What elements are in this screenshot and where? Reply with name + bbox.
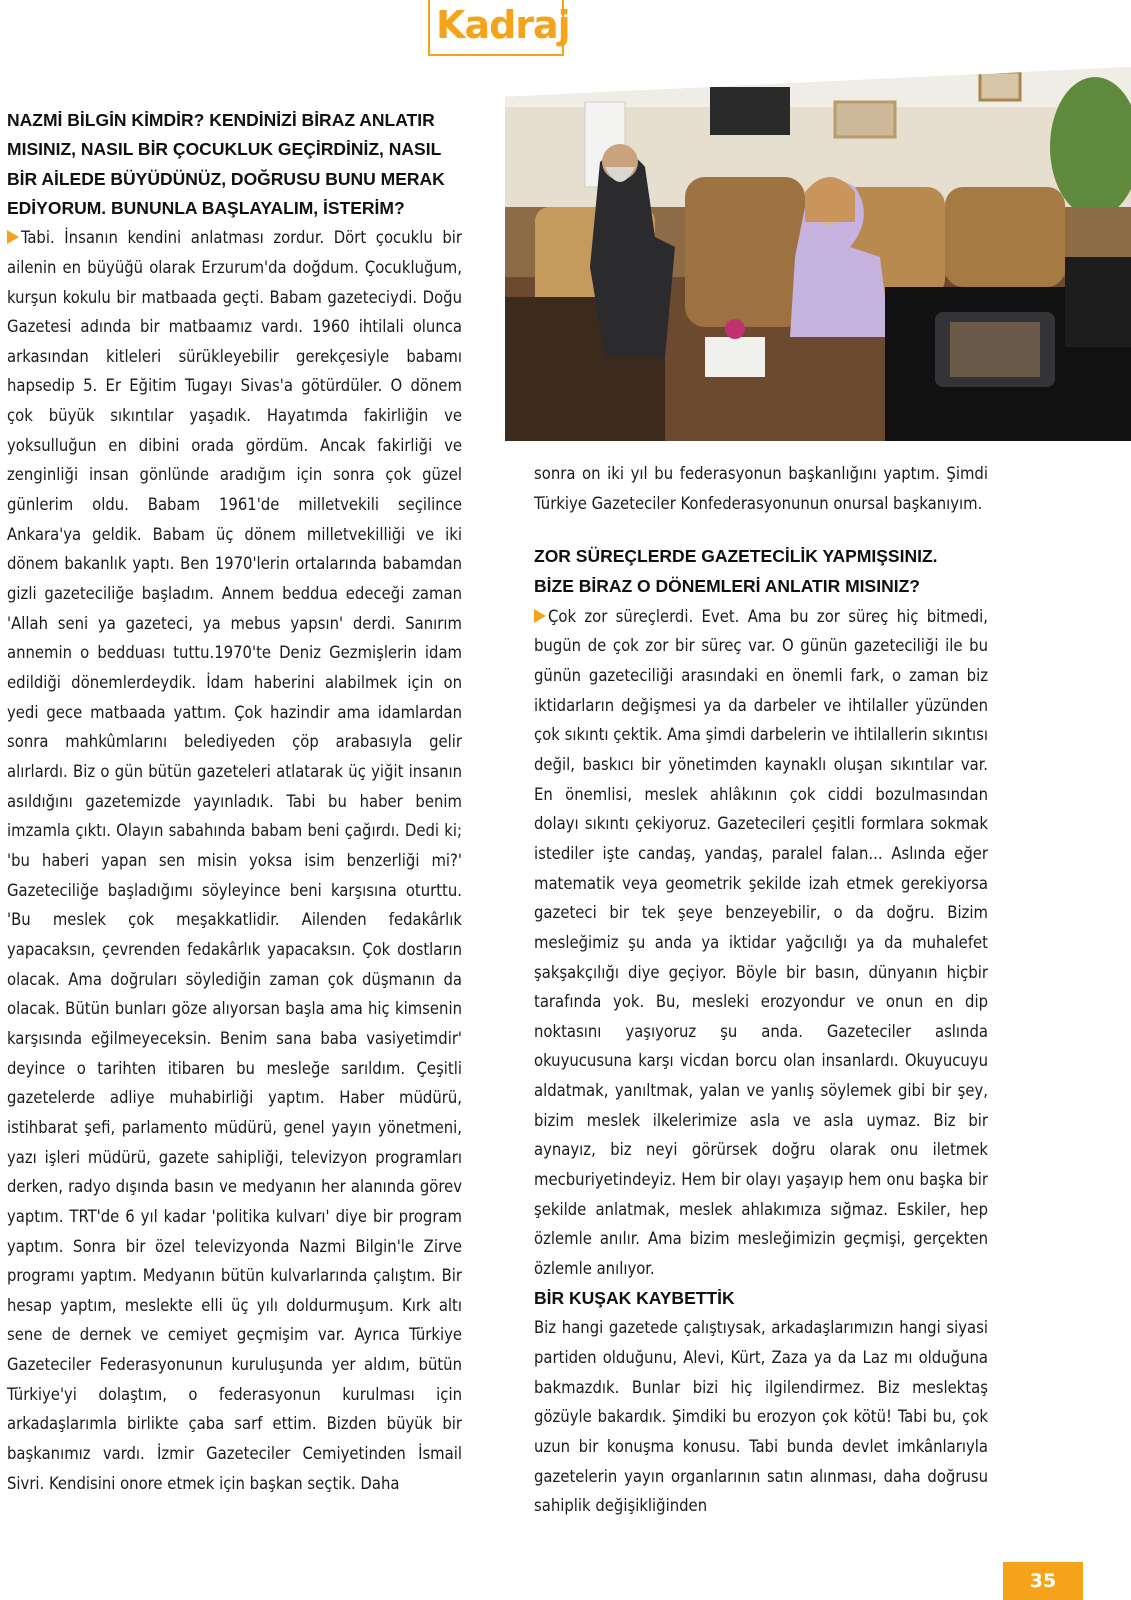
right-column [534,459,988,1521]
continued-paragraph: sonra on iki yıl bu federasyonun başkanlığını yaptım. Şimdi Türkiye Gazeteciler Konfederasyonunun onursal başkanıyım. [534,464,988,513]
interview-answer-2 [534,602,988,1284]
interview-scene-illustration [505,67,1131,441]
arrow-bullet-icon [534,609,546,623]
answer-1-text: Tabi. İnsanın kendini anlatması zordur. Dört çocuklu bir ailenin en büyüğü olarak Erzurum'da doğdum. Çocukluğum, kurşun kokulu bir matbaada geçti. Babam gazeteciydi. Doğu Gazetesi adında bir matbaamız vardı. 1960 ihtilali olunca arkasından kitleleri sürükleyebilir gerekçesiyle babamı hapsedip 5. Er Eğitim Tugayı Sivas'a götürdüler. O dönem çok büyük sıkıntılar yaşadık. Hayatımda fakirliğin ve yoksulluğun en dibini orada gördüm. Ancak fakirliği ve zenginliği insan gönlünde aradığım için sonra çok güzel günlerim oldu. Babam 1961'de milletvekili seçilince Ankara'ya geldik. Babam üç dönem milletvekilliği ve iki dönem bakanlık yaptı. Ben 1970'lerin ortalarında babamdan gizli gazeteciliğe başladım. Annem beddua edeceği zaman 'Allah seni ya gazeteci, ya mebus yapsın' derdi. Sanırım annemin o bedduası tuttu.1970'te Deniz Gezmişlerin idam edildiği dönemlerdeydik. İdam haberini alabilmek için on yedi gece matbaada yattım. Çok hazindir ama idamlardan sonra mahkûmlarını belediyeden çöp arabasıyla gelir alırlardı. Biz o gün bütün gazeteleri atlatarak üç yiğit insanın asıldığını gazetemizde yayınladık. Tabi bu haber benim imzamla çıktı. Olayın sabahında babam beni çağırdı. Dedi ki; 'bu haberi yapan sen misin yoksa isim benzerliği mi?' Gazeteciliğe başladığımı söyleyince beni karşısına oturttu. 'Bu meslek çok meşakkatlidir. Ailenden fedakârlık yapacaksın, çevrenden fedakârlık yapacaksın. Çok dostların olacak. Ama doğruları söylediğin zaman çok düşmanın da olacak. Bütün bunları göze alıyorsan başla ama hiç kimsenin karşısında eğilmeyeceksin. Benim sana baba vasiyetimdir' deyince o tarihten itibaren bu mesleğe sarıldım. Çeşitli gazetelerde adliye muhabirliği yaptım. Haber müdürü, istihbarat şefi, parlamento müdürü, genel yayın yönetmeni, yazı işleri müdürü, gazete sahipliği, televizyon programları derken, radyo dışında basın ve medyanın her alanında görev yaptım. TRT'de 6 yıl kadar 'politika kulvarı' diye bir program yaptım. Sonra bir özel televizyonda Nazmi Bilgin'le Zirve programı yaptım. Medyanın bütün kulvarlarında çalıştım. Bir hesap yaptım, meslekte elli üç yılı doldurmuşum. Kırk altı sene de dernek ve cemiyet geçmişim var. Ayrıca Türkiye Gazeteciler Federasyonunun kuruluşunda yer aldım, bütün Türkiye'yi dolaştım, o federasyonun kurulması için arkadaşlarımla birlikte çaba sarf ettim. Bizden büyük bir başkanımız vardı. İzmir Gazeteciler Cemiyetinden İsmail Sivri. Kendisini onore etmek için başkan seçtik. Daha [7,228,462,1493]
section-spacer [534,518,988,542]
section-subheading: BİR KUŞAK KAYBETTİK [534,1287,735,1308]
page-number: 35 [1003,1562,1083,1600]
interview-photo [505,67,1131,441]
left-column [7,106,462,1498]
arrow-bullet-icon [7,230,19,244]
interview-question-1: NAZMİ BİLGİN KİMDİR? KENDİNİZİ BİRAZ ANLATIR MISINIZ, NASIL BİR ÇOCUKLUK GEÇİRDİNİZ, NASIL BİR AİLEDE BÜYÜDÜNÜZ, DOĞRUSU BUNU MERAK EDİYORUM. BUNUNLA BAŞLAYALIM, İSTERİM? [7,110,445,218]
interview-answer-1 [7,223,462,1498]
interview-question-2-line-1: ZOR SÜREÇLERDE GAZETECİLİK YAPMIŞSINIZ. [534,546,938,567]
magazine-logo [428,0,570,56]
logo-text: Kadraj [436,3,570,47]
answer-2-text: Çok zor süreçlerdi. Evet. Ama bu zor süreç hiç bitmedi, bugün de çok zor bir süreç var. O günün gazeteciliği ile bu günün gazeteciliği arasındaki en önemli fark, o zaman biz iktidarların değişmesi ya da darbeler ve ihtilaller yüzünden çok sıkıntı çektik. Ama şimdi darbelerin ve ihtilallerin sıkıntısı değil, baskıcı bir yönetimden kaynaklı oluşan sıkıntılar var. En önemlisi, meslek ahlâkının çok ciddi bozulmasından dolayı sıkıntı çekiyoruz. Gazetecileri çeşitli formlara sokmak istediler işte candaş, yandaş, paralel falan... Aslında eğer matematik veya geometrik şekilde izah etmek gerekiyorsa gazeteci bir tek şeye benzeyebilir, o da doğru. Bizim mesleğimiz şu anda ya iktidar yağcılığı ya da muhalefet şakşakçılığı diye geçiyor. Böyle bir basın, dünyanın hiçbir tarafında yok. Bu, mesleki erozyondur ve onun en dip noktasını yaşıyoruz şu anda. Gazeteciler aslında okuyucusuna karşı vicdan borcu olan insanlardı. Okuyucuyu aldatmak, yanıltmak, yalan ve yanlış söylemek gibi bir şey, bizim meslek ilkelerimize asla ve asla uymaz. Biz bir aynayız, biz neyi görürsek doğru olarak onu iletmek mecburiyetindeyiz. Hem bir olayı yaşayıp hem onu başka bir şekilde anlatmak, meslek ahlakımıza sığmaz. Eskiler, hep özlemle anılır. Ama bizim mesleğimizin geçmişi, gerçekten özlemle anılıyor. [534,606,988,1279]
final-paragraph: Biz hangi gazetede çalıştıysak, arkadaşlarımızın hangi siyasi partiden olduğunu, Alevi, Kürt, Zaza ya da Laz mı olduğuna bakmazdık. Bunlar bizi hiç ilgilendirmez. Biz meslektaş gözüyle bakardık. Şimdiki bu erozyon çok kötü! Tabi bu, çok uzun bir konuşma konusu. Tabi bunda devlet imkânlarıyla gazetelerin yayın organlarının satın alınması, daha doğrusu sahiplik değişikliğinden [534,1318,988,1516]
interview-question-2-line-2: BİZE BİRAZ O DÖNEMLERİ ANLATIR MISINIZ? [534,575,920,596]
